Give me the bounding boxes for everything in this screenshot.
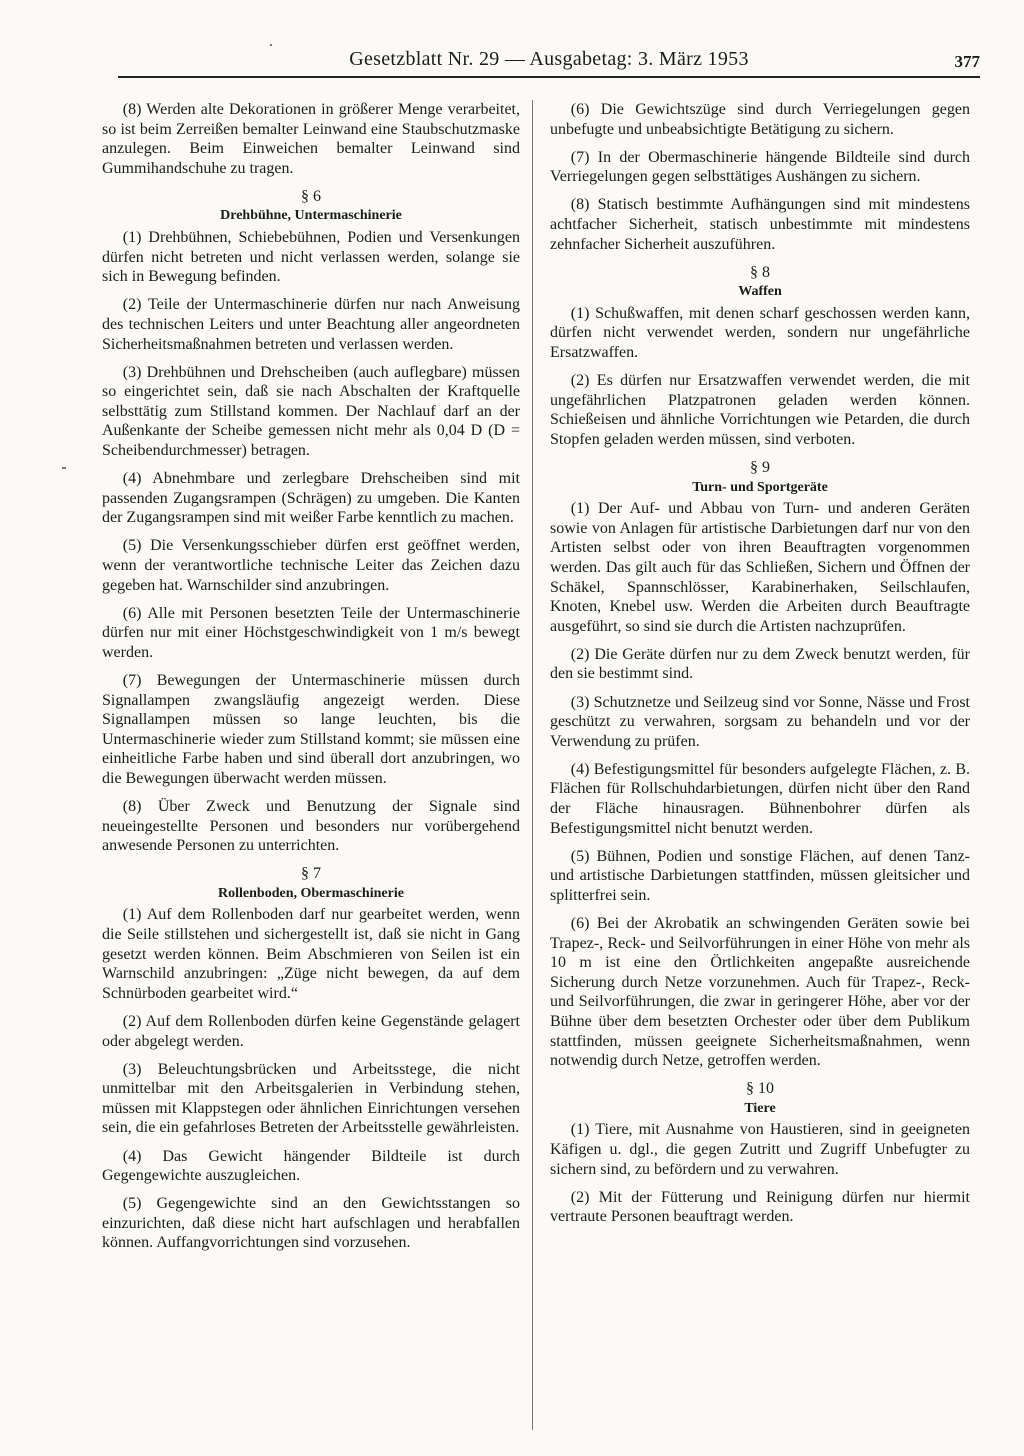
paragraph: (2) Es dürfen nur Ersatzwaffen verwendet werden, die mit ungefährlichen Platzpatronen geladen werden können. Schießeisen und ähnliche Vorrichtungen wie Petarden, die durch Stopfen geladen werden müssen, sind verboten. [550,372,970,448]
paragraph: (1) Drehbühnen, Schiebebühnen, Podien und Versenkungen dürfen nicht betreten und nicht verlassen werden, solange sie sich in Bewegung befinden. [102,229,520,286]
paragraph: (5) Gegengewichte sind an den Gewichtsstangen so einzurichten, daß diese nicht hart aufschlagen und herabfallen können. Auffangvorrichtungen sind vorzusehen. [102,1195,520,1252]
page-header [118,46,980,78]
paragraph: (5) Bühnen, Podien und sonstige Flächen, auf denen Tanz- und artistische Darbietungen stattfinden, müssen gleitsicher und splitterfrei sein. [550,847,970,904]
margin-mark [270,44,272,46]
section-title: Drehbühne, Untermaschinerie [220,208,402,224]
paragraph: (2) Teile der Untermaschinerie dürfen nur nach Anweisung des technischen Leiters und unter Beachtung aller angeordneten Sicherheitsmaßnahmen betreten und verlassen werden. [102,296,520,353]
section-number: § 7 [301,865,321,883]
paragraph: (1) Schußwaffen, mit denen scharf geschossen werden kann, dürfen nicht verwendet werden, sondern nur ungefährliche Ersatzwaffen. [550,304,970,362]
paragraph: (2) Auf dem Rollenboden dürfen keine Gegenstände gelagert oder abgelegt werden. [102,1012,520,1050]
paragraph: (3) Beleuchtungsbrücken und Arbeitsstege, die nicht unmittelbar mit den Arbeitsgalerien in Verbindung stehen, müssen mit Klappstegen oder ähnlichen Einrichtungen versehen sein, die ein gefahrloses Betreten der Arbeitsstelle gewährleisten. [102,1060,520,1137]
paragraph: (2) Mit der Fütterung und Reinigung dürfen nur hiermit vertraute Personen beauftragt werden. [550,1188,970,1226]
paragraph: (3) Drehbühnen und Drehscheiben (auch auflegbare) müssen so eingerichtet sein, daß sie nach Abschalten der Kraftquelle selbsttätig zum Stillstand kommen. Der Nachlauf darf an der Außenkante der Scheibe gemessen nicht mehr als 0,04 D (D = Scheibendurchmesser) betragen. [102,363,520,459]
section-number: § 10 [746,1080,774,1098]
margin-mark [62,467,66,469]
paragraph: (3) Schutznetze und Seilzeug sind vor Sonne, Nässe und Frost geschützt zu verwahren, sorgsam zu behandeln und vor der Verwendung zu prüfen. [550,693,970,750]
paragraph: (7) Bewegungen der Untermaschinerie müssen durch Signallampen zwangsläufig angezeigt werden. Diese Signallampen müssen so lange leuchten, bis die Untermaschinerie wieder zum Stillstand kommt; sie müssen eine einheitliche Farbe haben und sind überall dort anzubringen, wo die Bewegungen überwacht werden müssen. [102,671,520,787]
paragraph: (2) Die Geräte dürfen nur zu dem Zweck benutzt werden, für den sie bestimmt sind. [550,645,970,683]
paragraph: (8) Werden alte Dekorationen in größerer Menge verarbeitet, so ist beim Zerreißen bemalter Leinwand eine Staubschutzmaske anzulegen. Beim Einweichen bemalter Leinwand sind Gummihandschuhe zu tragen. [102,101,520,177]
section-number: § 6 [301,187,321,205]
paragraph: (4) Das Gewicht hängender Bildteile ist durch Gegengewichte auszugleichen. [102,1147,520,1185]
paragraph: (6) Die Gewichtszüge sind durch Verriegelungen gegen unbefugte und unbeabsichtigte Betätigung zu sichern. [550,101,970,138]
section-title: Tiere [744,1100,776,1116]
paragraph: (4) Abnehmbare und zerlegbare Drehscheiben sind mit passenden Zugangsrampen (Schrägen) zu umgeben. Die Kanten der Zugangsrampen sind mit weißer Farbe kenntlich zu machen. [102,470,520,527]
section-number: § 9 [750,459,770,476]
section-title: Rollenboden, Obermaschinerie [218,885,404,901]
left-column [102,100,520,1261]
paragraph: (5) Die Versenkungsschieber dürfen erst geöffnet werden, wenn der verantwortliche technische Leiter das Zeichen dazu gegeben hat. Warnschilder sind anzubringen. [102,537,520,594]
paragraph: (8) Statisch bestimmte Aufhängungen sind mit mindestens achtfacher Sicherheit, statisch unbestimmte mit mindestens zehnfacher Sicherheit auszuführen. [550,196,970,253]
section-number: § 8 [750,263,770,281]
paragraph: (4) Befestigungsmittel für besonders aufgelegte Flächen, z. B. Flächen für Rollschuhdarbietungen, dürfen nicht über den Rand der Fläche hinausragen. Bühnenbohrer dürfen als Befestigungsmittel nicht benutzt werden. [550,760,970,837]
right-column [550,100,970,1235]
column-divider [532,100,533,1430]
section-title: Turn- und Sportgeräte [692,479,828,495]
paragraph: (1) Auf dem Rollenboden darf nur gearbeitet werden, wenn die Seile stillstehen und sichergestellt ist, daß sie nicht in Gang gesetzt werden können. Beim Abschmieren von Seilen ist ein Warnschild anzubringen: „Züge nicht bewegen, da auf dem Schnürboden gearbeitet wird.“ [102,906,520,1002]
paragraph: (7) In der Obermaschinerie hängende Bildteile sind durch Verriegelungen gegen selbsttätiges Aushängen zu sichern. [550,148,970,186]
section-title: Waffen [738,284,782,300]
paragraph: (6) Alle mit Personen besetzten Teile der Untermaschinerie dürfen nur mit einer Höchstgeschwindigkeit von 1 m/s bewegt werden. [102,604,520,661]
paragraph: (1) Der Auf- und Abbau von Turn- und anderen Geräten sowie von Anlagen für artistische Darbietungen darf nur von den Artisten selbst oder von ihren Beauftragten vorgenommen werden. Das gilt auch für das Schließen, Sichern und Öffnen der Schäkel, Spannschlösser, Karabinerhaken, Seilschlaufen, Knoten, Knebel usw. Werden die Arbeiten durch Beauftragte ausgeführt, so sind sie durch die Artisten nachzuprüfen. [550,500,970,635]
page-number: 377 [954,52,980,71]
paragraph: (6) Bei der Akrobatik an schwingenden Geräten sowie bei Trapez-, Reck- und Seilvorführungen in einer Höhe von mehr als 10 m ist eine den Örtlichkeiten angepaßte ausreichende Sicherung durch Netze vorzunehmen. Auch für Trapez-, Reck- und Seilvorführungen, die zwar in geringerer Höhe, aber vor der Bühne über dem besetzten Orchester oder über dem Publikum stattfinden, müssen geeignete Sicherheitsmaßnahmen, wenn notwendig durch Netze, getroffen werden. [550,914,970,1070]
paragraph: (1) Tiere, mit Ausnahme von Haustieren, sind in geeigneten Käfigen u. dgl., die gegen Zutritt und Zugriff Unbefugter zu sichern sind, zu befördern und zu verwahren. [550,1121,970,1178]
paragraph: (8) Über Zweck und Benutzung der Signale sind neueingestellte Personen und besonders nur vorübergehend anwesende Personen zu unterrichten. [102,798,520,855]
header-title: Gesetzblatt Nr. 29 — Ausgabetag: 3. März 1953 [349,48,749,70]
